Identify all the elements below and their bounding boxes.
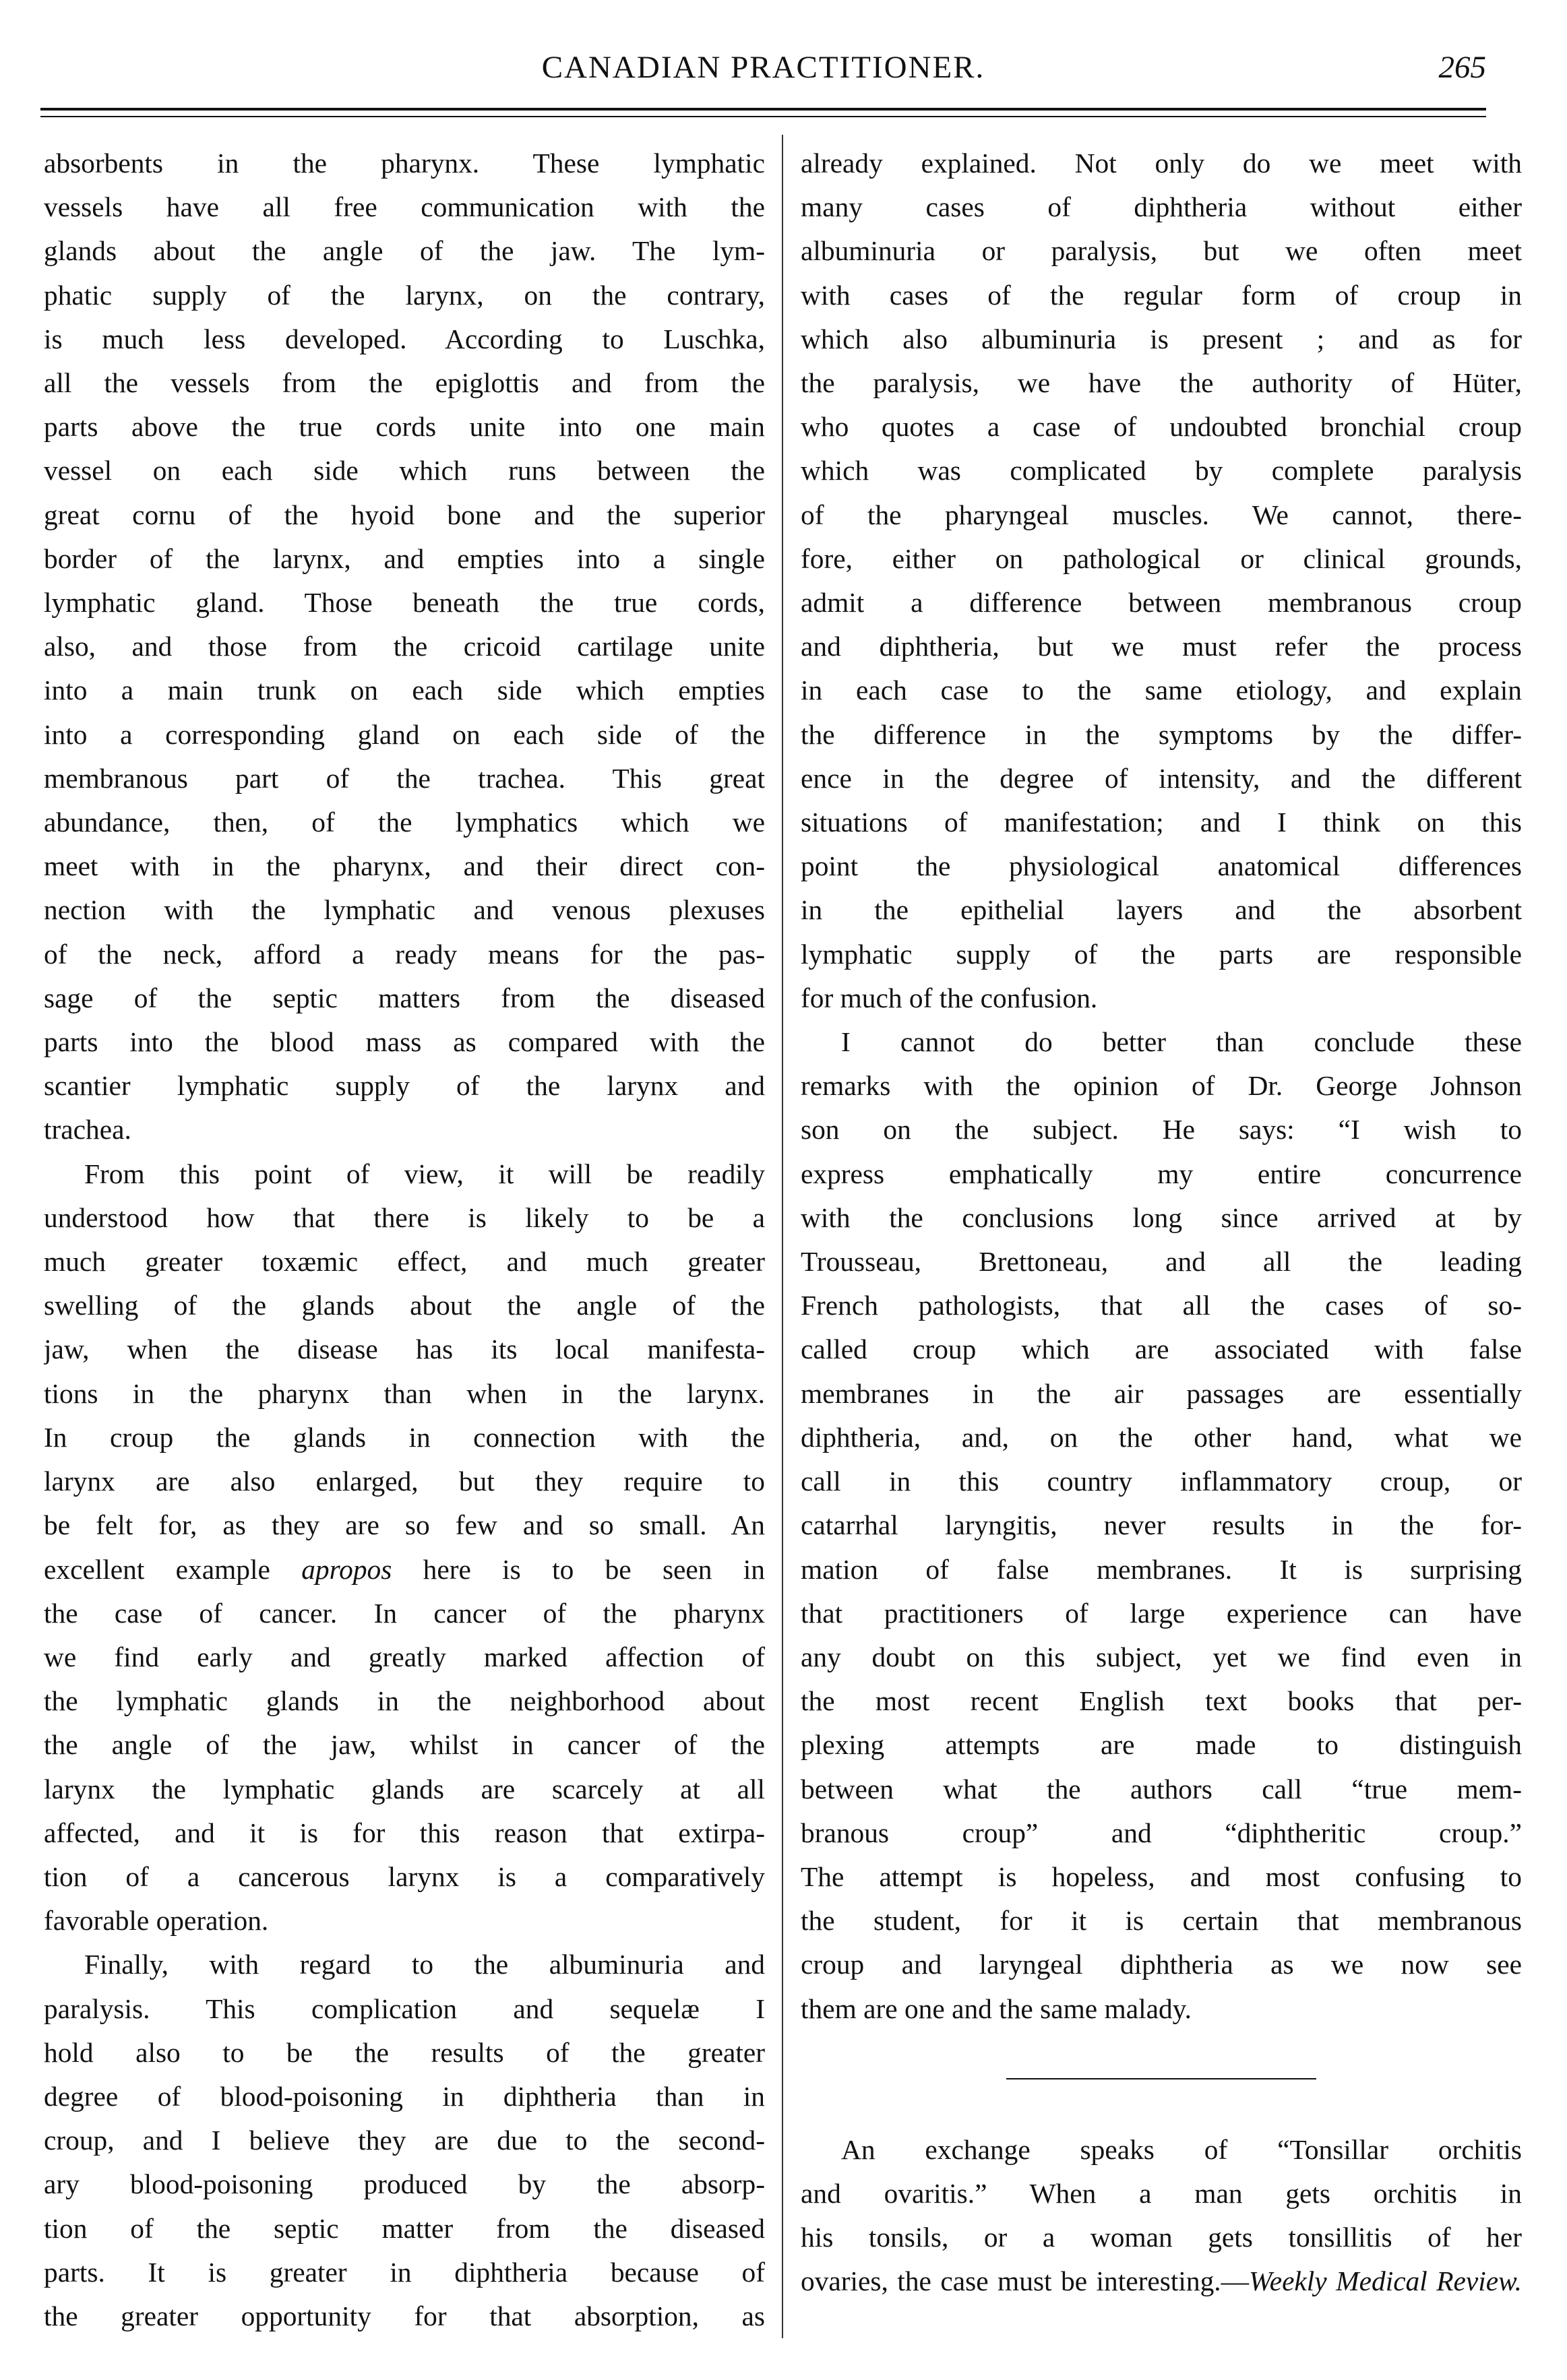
text-line: larynx the lymphatic glands are scarcely at all xyxy=(44,1773,765,1805)
text-line: membranous part of the trachea. This great xyxy=(44,762,765,794)
text-line: which was complicated by complete paralysis xyxy=(801,455,1522,487)
text-line: catarrhal laryngitis, never results in the for- xyxy=(801,1509,1522,1541)
text-line: In croup the glands in connection with the xyxy=(44,1421,765,1453)
text-line: croup and laryngeal diphtheria as we now see xyxy=(801,1949,1522,1980)
text-line: membranes in the air passages are essentially xyxy=(801,1377,1522,1409)
text-line: hold also to be the results of the greater xyxy=(44,2036,765,2068)
text-line: paralysis. This complication and sequelæ I xyxy=(44,1993,765,2024)
running-head: CANADIAN PRACTITIONER. xyxy=(541,50,985,85)
text-line: I cannot do better than conclude these xyxy=(841,1026,1522,1058)
text-line: much greater toxæmic effect, and much greater xyxy=(44,1246,765,1278)
text-line: trachea. xyxy=(44,1114,131,1146)
text-line: in each case to the same etiology, and explain xyxy=(801,675,1522,706)
text-line: the lymphatic glands in the neighborhood about xyxy=(44,1685,765,1717)
text-line: swelling of the glands about the angle of the xyxy=(44,1290,765,1321)
text-fragment: here is to be seen in xyxy=(423,1553,765,1585)
right-column xyxy=(801,142,1522,2304)
text-line: understood how that there is likely to be a xyxy=(44,1201,765,1233)
text-line: the angle of the jaw, whilst in cancer of the xyxy=(44,1729,765,1761)
text-line xyxy=(801,2259,1522,2303)
text-line: albuminuria or paralysis, but we often meet xyxy=(801,235,1522,267)
text-line: absorbents in the pharynx. These lymphatic xyxy=(44,148,765,179)
text-line: branous croup” and “diphtheritic croup.” xyxy=(801,1817,1522,1848)
text-line: is much less developed. According to Luschka, xyxy=(44,323,765,354)
text-line: many cases of diphtheria without either xyxy=(801,191,1522,223)
text-line: degree of blood-poisoning in diphtheria than in xyxy=(44,2080,765,2112)
column-divider xyxy=(782,135,783,2338)
text-line: for much of the confusion. xyxy=(801,982,1098,1013)
text-line: and diphtheria, but we must refer the process xyxy=(801,631,1522,662)
text-line: parts into the blood mass as compared with the xyxy=(44,1026,765,1058)
text-line: point the physiological anatomical differences xyxy=(801,850,1522,882)
text-line: them are one and the same malady. xyxy=(801,1993,1192,2024)
text-line: that practitioners of large experience can have xyxy=(801,1597,1522,1629)
text-line: Trousseau, Brettoneau, and all the leading xyxy=(801,1246,1522,1278)
italic-word: apropos xyxy=(301,1553,392,1585)
text-line: the difference in the symptoms by the differ- xyxy=(801,718,1522,750)
text-line: into a corresponding gland on each side of the xyxy=(44,718,765,750)
text-line: parts above the true cords unite into one main xyxy=(44,411,765,443)
text-line: remarks with the opinion of Dr. George Johnson xyxy=(801,1070,1522,1102)
text-line: of the neck, afford a ready means for the pas- xyxy=(44,938,765,970)
text-line: From this point of view, it will be readily xyxy=(84,1158,765,1189)
text-line: his tonsils, or a woman gets tonsillitis of her xyxy=(801,2222,1522,2253)
text-line: phatic supply of the larynx, on the contrary, xyxy=(44,279,765,311)
text-line: ary blood-poisoning produced by the absorp- xyxy=(44,2168,765,2200)
section-divider xyxy=(1006,2078,1316,2079)
text-line: son on the subject. He says: “I wish to xyxy=(801,1114,1522,1146)
text-line: larynx are also enlarged, but they require to xyxy=(44,1466,765,1497)
text-line: lymphatic gland. Those beneath the true cords, xyxy=(44,587,765,619)
text-line: meet with in the pharynx, and their direct con- xyxy=(44,850,765,882)
text-line: sage of the septic matters from the diseased xyxy=(44,982,765,1013)
text-line: the student, for it is certain that membranous xyxy=(801,1905,1522,1937)
text-line: lymphatic supply of the parts are responsible xyxy=(801,938,1522,970)
text-line: affected, and it is for this reason that extirpa- xyxy=(44,1817,765,1848)
text-fragment: ovaries, the case must be interesting.— xyxy=(801,2265,1250,2297)
text-line: who quotes a case of undoubted bronchial croup xyxy=(801,411,1522,443)
text-line: the most recent English text books that per- xyxy=(801,1685,1522,1717)
text-line: vessels have all free communication with the xyxy=(44,191,765,223)
text-line: vessel on each side which runs between the xyxy=(44,455,765,487)
text-line: which also albuminuria is present ; and as for xyxy=(801,323,1522,354)
text-line: and ovaritis.” When a man gets orchitis in xyxy=(801,2177,1522,2209)
text-line: border of the larynx, and empties into a single xyxy=(44,542,765,574)
header-rule-thick xyxy=(40,108,1486,111)
text-line: all the vessels from the epiglottis and from the xyxy=(44,367,765,399)
text-line: croup, and I believe they are due to the second- xyxy=(44,2125,765,2156)
page-number: 265 xyxy=(1438,50,1486,85)
text-line: we find early and greatly marked affection of xyxy=(44,1641,765,1672)
text-line: jaw, when the disease has its local manifesta- xyxy=(44,1334,765,1365)
text-line: with cases of the regular form of croup in xyxy=(801,279,1522,311)
text-line: situations of manifestation; and I think on this xyxy=(801,807,1522,838)
text-line: great cornu of the hyoid bone and the superior xyxy=(44,499,765,530)
text-line: tions in the pharynx than when in the larynx. xyxy=(44,1377,765,1409)
text-line: An exchange speaks of “Tonsillar orchitis xyxy=(841,2133,1522,2165)
text-line: fore, either on pathological or clinical grounds, xyxy=(801,542,1522,574)
text-line: nection with the lymphatic and venous plexuses xyxy=(44,894,765,926)
header-rule-thin xyxy=(40,116,1486,117)
text-line: Finally, with regard to the albuminuria and xyxy=(84,1949,765,1980)
page-header xyxy=(40,47,1486,108)
text-line: parts. It is greater in diphtheria because of xyxy=(44,2256,765,2288)
text-line: favorable operation. xyxy=(44,1905,269,1937)
text-fragment: excellent example xyxy=(44,1553,270,1585)
text-line: diphtheria, and, on the other hand, what we xyxy=(801,1421,1522,1453)
text-line: The attempt is hopeless, and most confusing to xyxy=(801,1860,1522,1892)
text-line: in the epithelial layers and the absorbent xyxy=(801,894,1522,926)
source-citation: Weekly Medical Review. xyxy=(1249,2265,1522,2297)
text-line: be felt for, as they are so few and so small. An xyxy=(44,1509,765,1541)
text-line: call in this country inflammatory croup, or xyxy=(801,1466,1522,1497)
text-line: with the conclusions long since arrived at by xyxy=(801,1201,1522,1233)
left-column xyxy=(44,142,765,2338)
text-line: mation of false membranes. It is surprising xyxy=(801,1553,1522,1585)
text-line: the case of cancer. In cancer of the pharynx xyxy=(44,1597,765,1629)
text-line: called croup which are associated with false xyxy=(801,1334,1522,1365)
text-line: into a main trunk on each side which empties xyxy=(44,675,765,706)
text-line: any doubt on this subject, yet we find even in xyxy=(801,1641,1522,1672)
text-line: of the pharyngeal muscles. We cannot, there- xyxy=(801,499,1522,530)
text-line: tion of the septic matter from the diseased xyxy=(44,2212,765,2244)
text-line: already explained. Not only do we meet with xyxy=(801,148,1522,179)
text-line: between what the authors call “true mem- xyxy=(801,1773,1522,1805)
text-line xyxy=(44,1548,765,1592)
text-line: also, and those from the cricoid cartilage unite xyxy=(44,631,765,662)
text-line: the greater opportunity for that absorption, as xyxy=(44,2300,765,2331)
text-line: French pathologists, that all the cases of so- xyxy=(801,1290,1522,1321)
text-line: glands about the angle of the jaw. The lym- xyxy=(44,235,765,267)
text-line: tion of a cancerous larynx is a comparatively xyxy=(44,1860,765,1892)
text-line: admit a difference between membranous croup xyxy=(801,587,1522,619)
text-line: plexing attempts are made to distinguish xyxy=(801,1729,1522,1761)
text-line: abundance, then, of the lymphatics which we xyxy=(44,807,765,838)
text-line: scantier lymphatic supply of the larynx and xyxy=(44,1070,765,1102)
text-line: express emphatically my entire concurrence xyxy=(801,1158,1522,1189)
text-line: the paralysis, we have the authority of Hüter, xyxy=(801,367,1522,399)
text-line: ence in the degree of intensity, and the different xyxy=(801,762,1522,794)
